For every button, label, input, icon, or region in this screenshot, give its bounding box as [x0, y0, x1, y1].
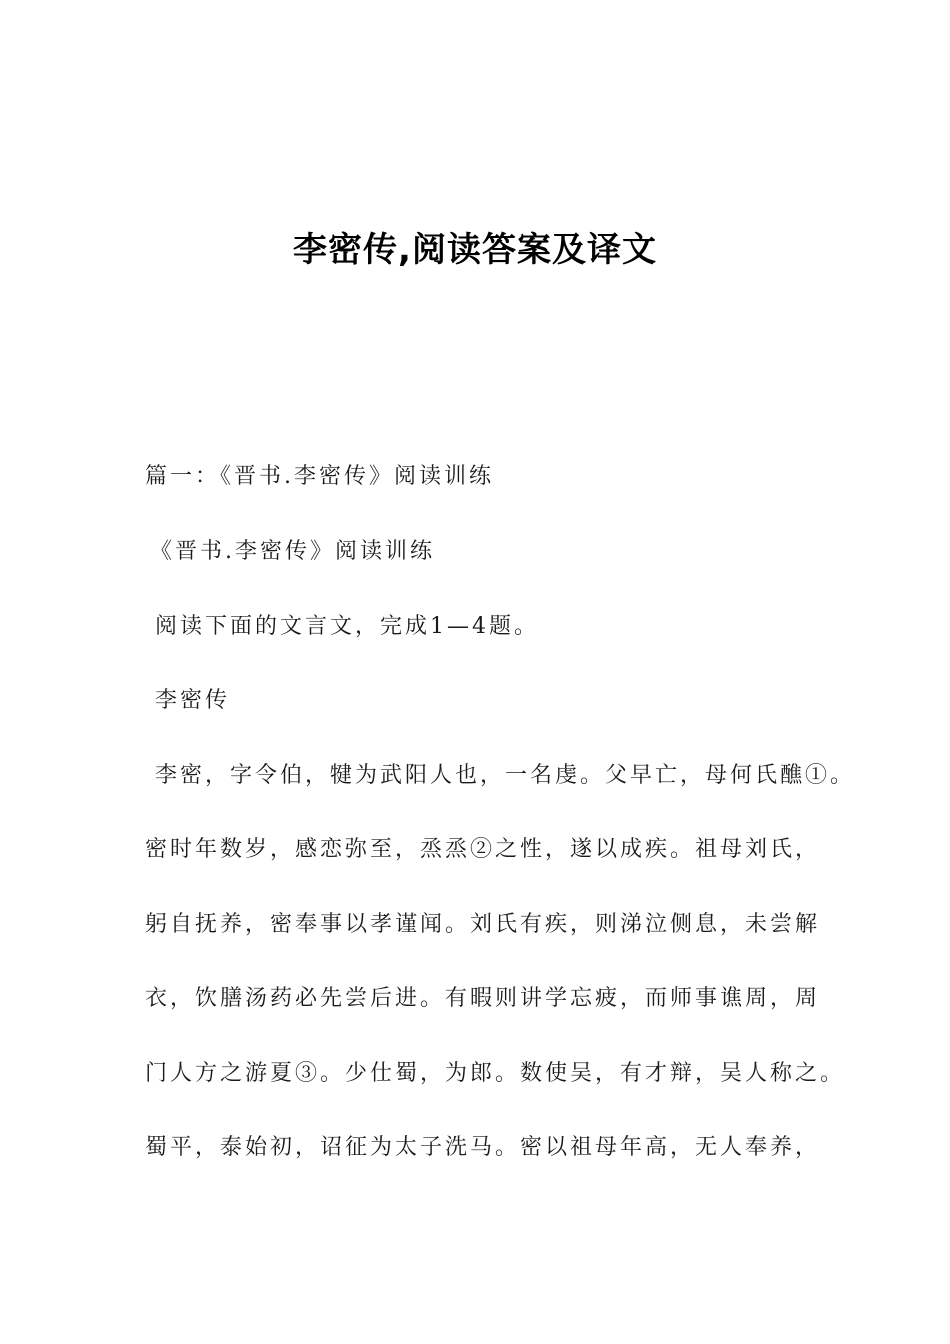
instruction-line: 阅读下面的文言文，完成1—4题。: [155, 614, 539, 639]
passage-line: 蜀平，泰始初，诏征为太子洗马。密以祖母年高，无人奉养，: [145, 1135, 821, 1160]
passage-line: 李密，字令伯，犍为武阳人也，一名虔。父早亡，母何氏醮①。: [155, 763, 856, 788]
passage-line: 门人方之游夏③。少仕蜀，为郎。数使吴，有才辩，吴人称之。: [145, 1061, 846, 1086]
document-title: 李密传,阅读答案及译文: [293, 230, 657, 270]
passage-line: 衣，饮膳汤药必先尝后进。有暇则讲学忘疲，而师事谯周，周: [145, 986, 821, 1011]
passage-line: 躬自抚养，密奉事以孝谨闻。刘氏有疾，则涕泣侧息，未尝解: [145, 912, 821, 937]
section-heading: 篇一：《晋书.李密传》阅读训练: [145, 464, 494, 489]
passage-title: 李密传: [155, 688, 231, 713]
passage-line: 密时年数岁，感恋弥至，烝烝②之性，遂以成疾。祖母刘氏，: [145, 837, 821, 862]
subtitle-line: 《晋书.李密传》阅读训练: [150, 539, 435, 564]
